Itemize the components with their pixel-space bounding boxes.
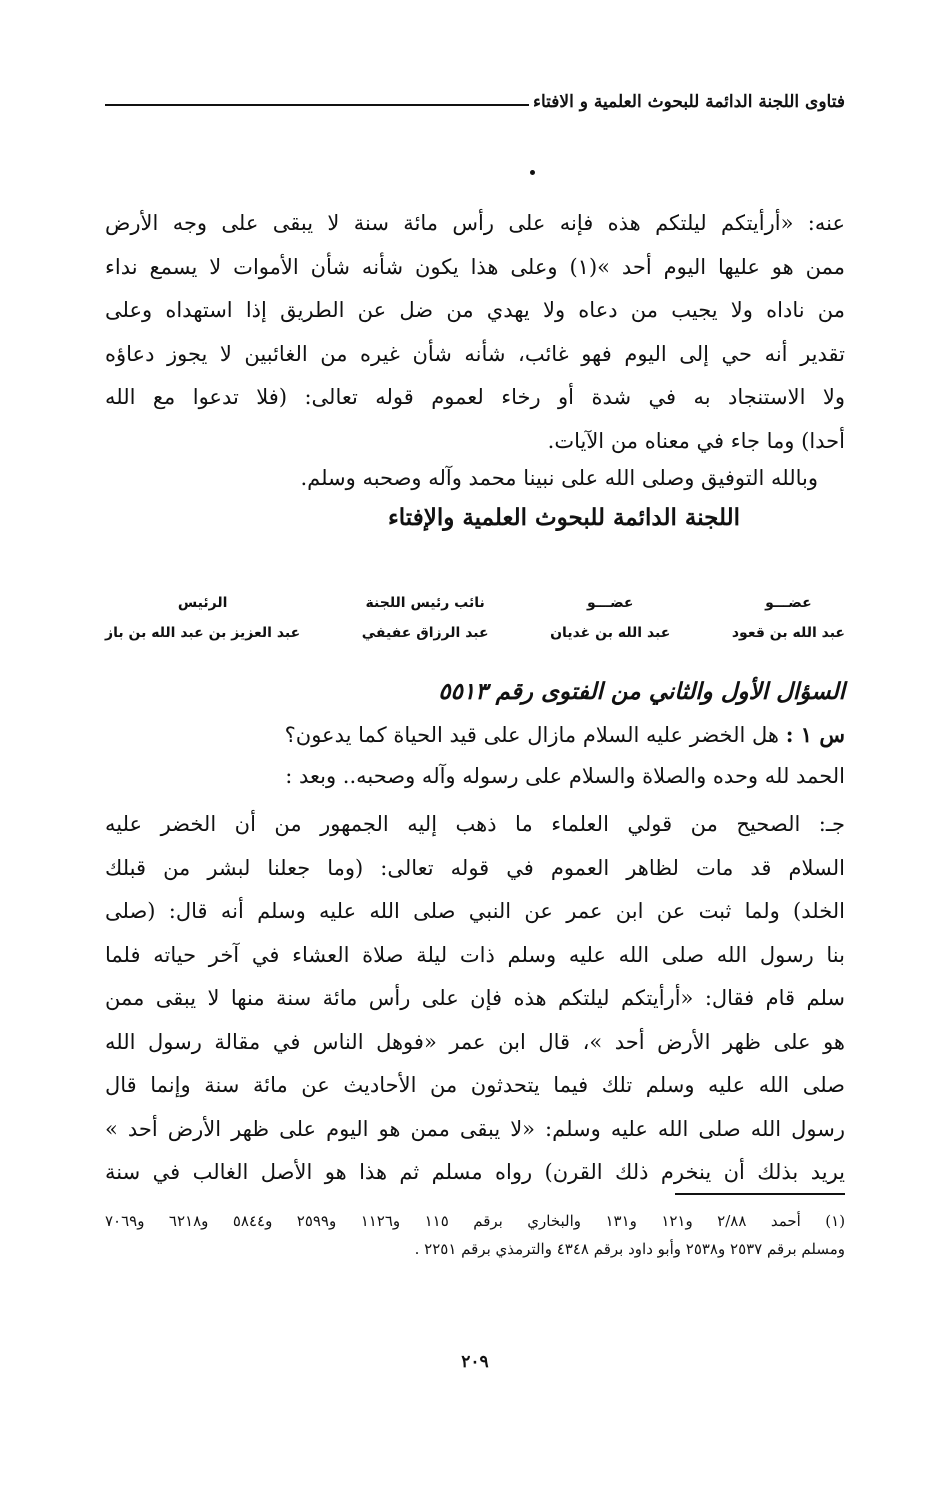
- answer-line: صلى الله عليه وسلم تلك فيما يتحدثون من الأحاديث عن مائة سنة وإنما قال: [105, 1073, 845, 1097]
- signatory-name: عبد الله بن غديان: [550, 625, 671, 641]
- signatory-name: عبد العزيز بن عبد الله بن باز: [105, 625, 301, 641]
- footnote-line: (١) أحمد ٢/٨٨ و١٢١ و١٣١ والبخاري برقم ١١٥ و١١٢٦ و٢٥٩٩ و٥٨٤٤ و٦٢١٨ و٧٠٦٩: [105, 1212, 846, 1230]
- signatory-name: عبد الله بن قعود: [731, 625, 845, 641]
- signatory-role: الرئيس: [177, 595, 228, 611]
- closing-formula: وبالله التوفيق وصلى الله على نبينا محمد وآله وصحبه وسلم.: [300, 466, 818, 490]
- paragraph-line: ولا الاستنجاد به في شدة أو رخاء لعموم قوله تعالى: (فلا تدعوا مع الله: [105, 385, 845, 409]
- header-rule: [105, 104, 529, 106]
- header-title: فتاوى اللجنة الدائمة للبحوث العلمية و الافتاء: [533, 92, 845, 112]
- signatory-role: عضـــو: [586, 595, 634, 611]
- answer-line: هو على ظهر الأرض أحد »، قال ابن عمر «فوهل الناس في مقالة رسول الله: [105, 1029, 845, 1054]
- answer-line: رسول الله صلى الله عليه وسلم: «لا يبقى ممن هو اليوم على ظهر الأرض أحد »: [105, 1116, 845, 1141]
- paragraph-line: من ناداه ولا يجيب من دعاه ولا يهدي من ضل عن الطريق إذا استهداه وعلى: [105, 298, 845, 322]
- question-body: هل الخضر عليه السلام مازال على قيد الحياة كما يدعون؟: [284, 723, 779, 747]
- ink-dot: [530, 170, 535, 175]
- opening-praise: الحمد لله وحده والصلاة والسلام على رسوله وآله وصحبه.. وبعد :: [285, 764, 845, 788]
- answer-line: الخلد) ولما ثبت عن ابن عمر عن النبي صلى الله عليه وسلم أنه قال: (صلى: [105, 899, 845, 923]
- answer-line: جـ: الصحيح من قولي العلماء ما ذهب إليه الجمهور من أن الخضر عليه: [105, 812, 845, 836]
- footnotes: [105, 1207, 845, 1263]
- question-label: س ١ :: [785, 722, 845, 747]
- question-heading: السؤال الأول والثاني من الفتوى رقم ٥٥١٣: [438, 678, 845, 705]
- answer-line: سلم قام فقال: «أرأيتكم ليلتكم هذه فإن على رأس مائة سنة منها لا يبقى ممن: [105, 986, 845, 1010]
- signatory-role: نائب رئيس اللجنة: [365, 595, 485, 611]
- signatory: [732, 588, 845, 648]
- page-number: ٢٠٩: [461, 1352, 489, 1372]
- footnote-rule: [675, 1193, 845, 1195]
- signatory: [105, 588, 300, 648]
- paragraph-line: تقدير أنه حي إلى اليوم فهو غائب، شأنه شأن غيره من الغائبين لا يجوز دعاؤه: [105, 341, 845, 366]
- signatory-role: عضـــو: [765, 595, 812, 611]
- running-header: [105, 92, 845, 112]
- committee-title: اللجنة الدائمة للبحوث العلمية والإفتاء: [387, 504, 740, 531]
- answer-line: بنا رسول الله صلى الله عليه وسلم ذات ليلة صلاة العشاء في آخر حياته فلما: [105, 942, 845, 967]
- footnote-line: ومسلم برقم ٢٥٣٧ و٢٥٣٨ وأبو داود برقم ٤٣٤٨ والترمذي برقم ٢٢٥١ .: [414, 1240, 845, 1258]
- fatwa-continuation-paragraph: [105, 202, 845, 463]
- answer-line: السلام قد مات لظاهر العموم في قوله تعالى: (وما جعلنا لبشر من قبلك: [105, 855, 845, 880]
- signatory-name: عبد الرزاق عفيفي: [361, 625, 489, 641]
- paragraph-line: أحدا) وما جاء في معناه من الآيات.: [547, 428, 845, 453]
- paragraph-line: عنه: «أرأيتكم ليلتكم هذه فإنه على رأس مائة سنة لا يبقى على وجه الأرض: [105, 211, 845, 235]
- answer-paragraph: [105, 803, 845, 1195]
- signatory: [362, 588, 489, 648]
- answer-line: يريد بذلك أن ينخرم ذلك القرن) رواه مسلم ثم هذا هو الأصل الغالب في سنة: [105, 1160, 845, 1184]
- signatures-row: [105, 588, 845, 648]
- signatory: [550, 588, 670, 648]
- question-text: [285, 722, 845, 747]
- paragraph-line: ممن هو عليها اليوم أحد »(١) وعلى هذا يكون شأنه شأن الأموات لا يسمع نداء: [105, 254, 845, 279]
